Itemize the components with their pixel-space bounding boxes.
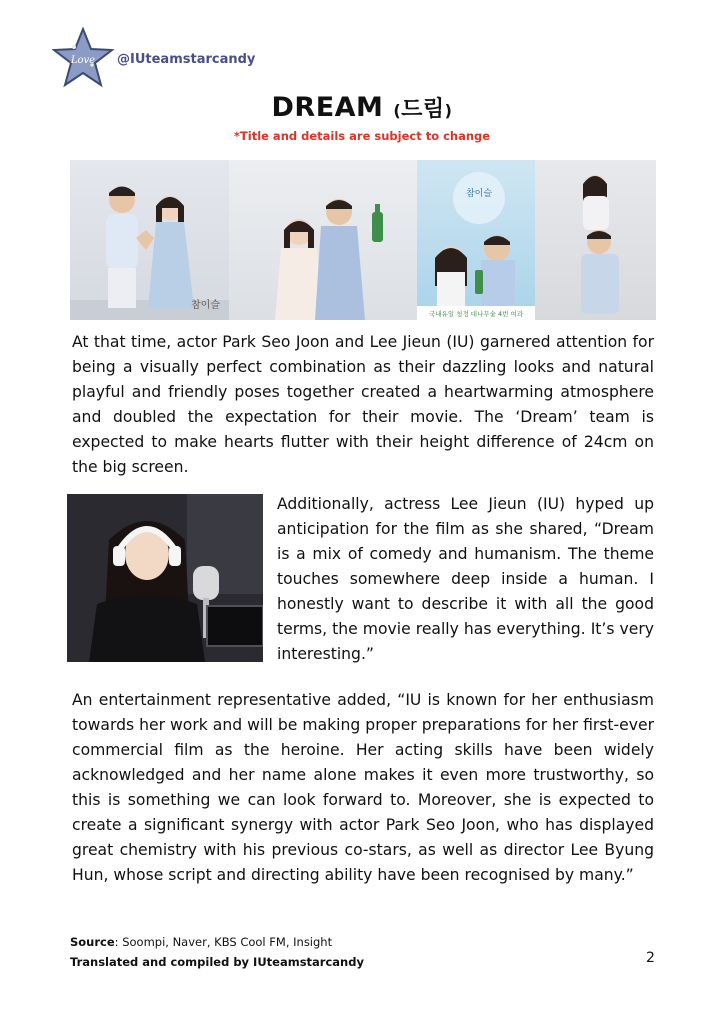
page-number: 2 — [646, 950, 655, 966]
source-line — [70, 935, 332, 949]
title-paren-open: ( — [393, 101, 402, 120]
title-paren-close: ) — [444, 101, 453, 120]
source-label: Source — [70, 935, 115, 949]
photo-couple-heart-pose — [70, 160, 229, 320]
photo-strip — [70, 160, 656, 320]
paragraph-3: An entertainment representative added, “IU is known for her enthusiasm towards her work and will be making proper preparations for her first-ever commercial film as the heroine. Her acting skills have been widely acknowledged and her name alone makes it even more trustworthy, so this is something we can look forward to. Moreover, she is expected to create a significant synergy with actor Park Seo Joon, who has displayed great chemistry with his previous co-stars, as well as director Lee Byung Hun, whose script and directing ability have been recognised by many.” — [72, 691, 654, 884]
title-main: DREAM — [271, 92, 384, 123]
credit-line: Translated and compiled by IUteamstarcandy — [70, 955, 364, 969]
photo-radio-studio — [67, 494, 263, 662]
poster-ad-text: 참이슬 — [465, 189, 493, 199]
photo-couple-soju-ad — [229, 160, 417, 320]
logo-text: Love — [70, 55, 96, 66]
source-text: : Soompi, Naver, KBS Cool FM, Insight — [114, 935, 333, 949]
page-title — [0, 92, 724, 123]
paragraph-1: At that time, actor Park Seo Joon and Lee Jieun (IU) garnered attention for being a visually perfect combination as their dazzling looks and natural playful and friendly poses together created a heartwarming atmosphere and doubled the expectation for their movie. The ‘Dream’ team is expected to make hearts flutter with their height difference of 24cm on the big screen. — [72, 333, 654, 476]
account-handle: @IUteamstarcandy — [117, 52, 256, 67]
title-korean: 드림 — [401, 97, 445, 122]
photo-piggyback-pose — [535, 160, 656, 320]
photo-soju-poster — [417, 160, 535, 320]
star-logo-icon — [52, 27, 114, 89]
poster-banner-text: 국내유일 청정 대나무숯 4번 여과 — [428, 310, 524, 318]
paragraph-2: Additionally, actress Lee Jieun (IU) hyped up anticipation for the film as she shared, “Dream is a mix of comedy and humanism. The theme touches somewhere deep inside a human. I honestly want to describe it with all the good terms, the movie really has everything. It’s very interesting.” — [277, 495, 654, 663]
subject-to-change-note: *Title and details are subject to change — [233, 129, 491, 143]
ad-logo-text: 참이슬 — [191, 300, 220, 311]
